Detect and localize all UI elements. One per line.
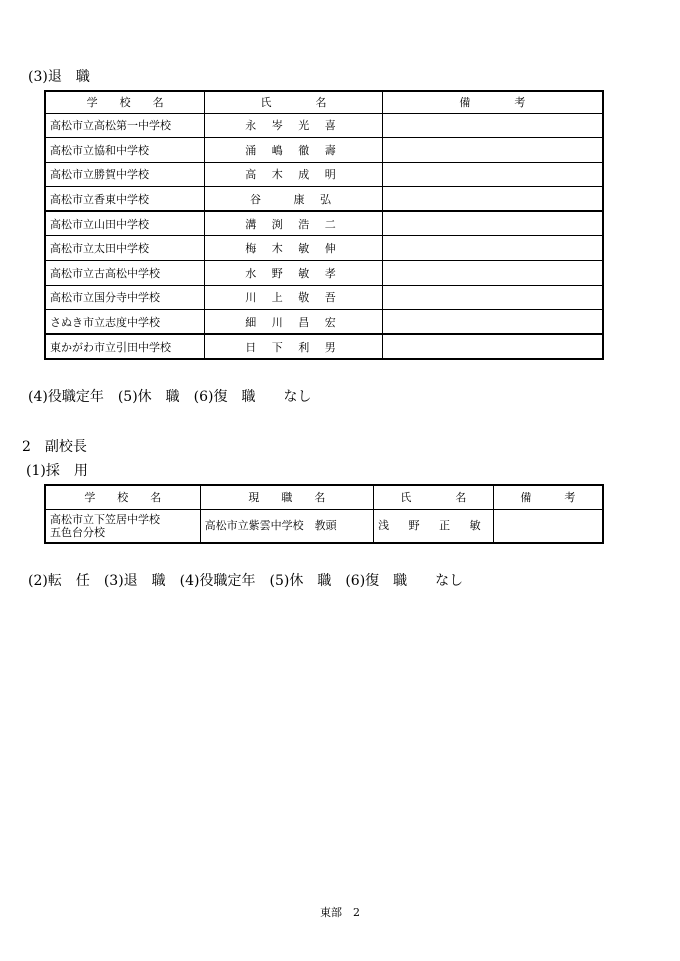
current-post-cell: 高松市立紫雲中学校 教頭 [200, 509, 374, 543]
note-cell [382, 162, 603, 187]
note-cell [382, 113, 603, 138]
name-cell: 梅 木 敏 伸 [205, 236, 382, 261]
vice-principal-subheading: (1)採 用 [26, 463, 88, 479]
header-school: 学 校 名 [45, 91, 205, 113]
header-note: 備 考 [382, 91, 603, 113]
school-line-1: 高松市立下笠居中学校 [50, 512, 160, 526]
note-cell [382, 138, 603, 163]
school-cell: さぬき市立志度中学校 [45, 310, 205, 335]
school-cell [45, 509, 200, 543]
name-cell: 川 上 敬 吾 [205, 285, 382, 310]
table-row [45, 187, 603, 212]
name-cell: 永 岑 光 喜 [205, 113, 382, 138]
school-line-2: 五色台分校 [50, 525, 105, 539]
name-cell: 水 野 敏 孝 [205, 261, 382, 286]
header-current-post: 現 職 名 [200, 485, 374, 509]
retirement-table [44, 90, 604, 360]
table-row [45, 310, 603, 335]
note-cell [382, 334, 603, 359]
name-cell: 涌 嶋 徹 壽 [205, 138, 382, 163]
note-cell [382, 310, 603, 335]
school-cell: 高松市立協和中学校 [45, 138, 205, 163]
name-cell: 浅 野 正 敏 [374, 509, 494, 543]
school-cell: 高松市立高松第一中学校 [45, 113, 205, 138]
others-line-1: (4)役職定年 (5)休 職 (6)復 職 なし [28, 389, 312, 405]
school-cell: 高松市立国分寺中学校 [45, 285, 205, 310]
name-cell: 溝 渕 浩 二 [205, 211, 382, 236]
table-row [45, 211, 603, 236]
table-header-row [45, 91, 603, 113]
note-cell [382, 285, 603, 310]
others-line-2: (2)転 任 (3)退 職 (4)役職定年 (5)休 職 (6)復 職 なし [28, 573, 464, 589]
table-row [45, 236, 603, 261]
name-cell: 日 下 利 男 [205, 334, 382, 359]
school-cell: 高松市立勝賀中学校 [45, 162, 205, 187]
note-cell [382, 187, 603, 212]
header-school: 学 校 名 [45, 485, 200, 509]
table-row [45, 261, 603, 286]
name-cell: 高 木 成 明 [205, 162, 382, 187]
note-cell [493, 509, 603, 543]
table-row [45, 138, 603, 163]
school-cell: 高松市立古高松中学校 [45, 261, 205, 286]
school-cell: 高松市立山田中学校 [45, 211, 205, 236]
page-footer: 東部 2 [320, 906, 360, 919]
header-note: 備 考 [493, 485, 603, 509]
table-row [45, 334, 603, 359]
school-cell: 東かがわ市立引田中学校 [45, 334, 205, 359]
table-row [45, 509, 603, 543]
table-row [45, 162, 603, 187]
table-header-row [45, 485, 603, 509]
note-cell [382, 261, 603, 286]
note-cell [382, 211, 603, 236]
retirement-heading: (3)退 職 [28, 69, 90, 85]
name-cell: 細 川 昌 宏 [205, 310, 382, 335]
name-cell: 谷 康 弘 [205, 187, 382, 212]
school-cell: 高松市立太田中学校 [45, 236, 205, 261]
header-name: 氏 名 [374, 485, 494, 509]
vice-principal-table [44, 484, 604, 544]
table-row [45, 285, 603, 310]
school-cell: 高松市立香東中学校 [45, 187, 205, 212]
vice-principal-heading: 2 副校長 [22, 439, 87, 455]
header-name: 氏 名 [205, 91, 382, 113]
note-cell [382, 236, 603, 261]
table-row [45, 113, 603, 138]
